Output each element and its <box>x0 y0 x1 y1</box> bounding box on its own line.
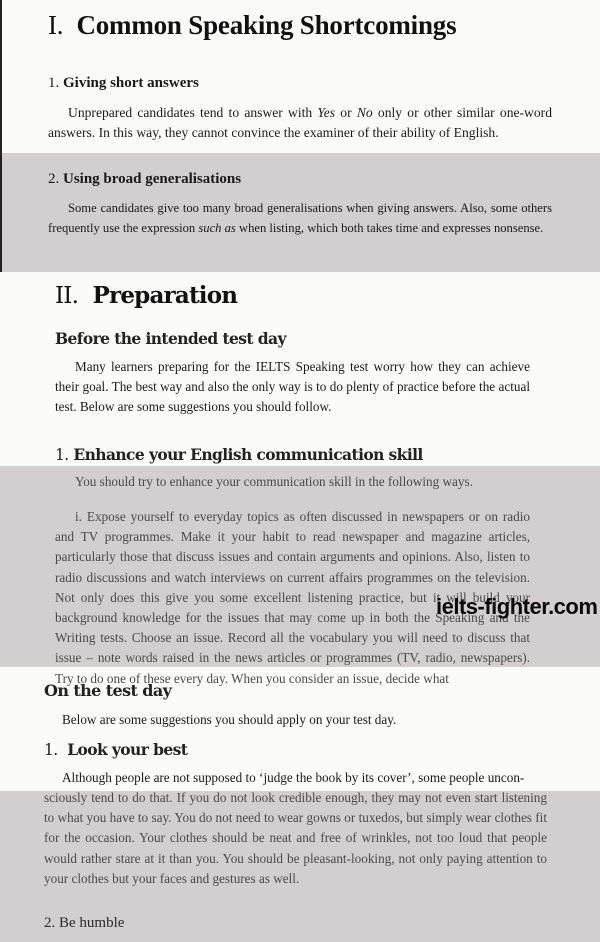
test-day-intro: Below are some suggestions you should apply on your test day. <box>62 712 397 727</box>
enhance-skill-point-i: i. Expose yourself to everyday topics as often discussed in newspapers or on radio and TV programmes. Make it your habit to read newspaper and magazine articles, particularly those that discuss issues and contain arguments and opinions. Also, listen to radio discussions and watch interviews on current affairs programmes on the television. Not only does this give you some excellent listening practice, but it will build your background knowledge for the issues that may come up in both the Speaking and the Writing tests. Choose an issue. Record all the vocabulary you will need to discuss that issue – note words raised in the news articles or programmes (TV, radio, newspapers). Try to do one of these every day. When you consider an issue, decide what <box>55 509 530 686</box>
section1-item1-body: Unprepared candidates tend to answer with Yes or No only or other similar one-word answers. In this way, they cannot convince the examiner of their ability of English. <box>48 105 552 140</box>
before-test-day-heading: Before the intended test day <box>55 329 286 348</box>
enhance-skill-heading: 1. Enhance your English communication skill <box>55 445 423 464</box>
section2-title: II. Preparation <box>55 282 238 309</box>
section1-title: I. Common Speaking Shortcomings <box>48 10 457 40</box>
look-best-heading: 1. Look your best <box>44 740 188 759</box>
section1-item2-body: Some candidates give too many broad generalisations when giving answers. Also, some others frequently use the expression such as when listing, which both takes time and expresses nonsense. <box>48 201 552 235</box>
look-best-body-first-line: Although people are not supposed to ‘judge the book by its cover’, some people uncon- <box>62 770 525 785</box>
section1-item1-heading: 1. Giving short answers <box>48 75 199 91</box>
enhance-skill-lead: You should try to enhance your communication skill in the following ways. <box>75 474 473 489</box>
look-best-body: sciously tend to do that. If you do not look credible enough, they may not even start listening to what you have to say. You do not need to wear gowns or tuxedos, but simply wear clothes fit for the occasion. Your clothes should be neat and free of wrinkles, not too loud that people would rather stare at it than you. You should be pleasant-looking, not only paying attention to your clothes but your faces and gestures as well. <box>44 790 547 886</box>
left-border-rule <box>0 0 2 272</box>
before-test-day-intro: Many learners preparing for the IELTS Speaking test worry how they can achieve their goal. The best way and also the only way is to do plenty of practice before the actual test. Below are some suggestions you should follow. <box>55 359 530 414</box>
be-humble-heading: 2. Be humble <box>44 915 125 931</box>
test-day-heading: On the test day <box>44 681 172 700</box>
watermark: ielts-fighter.com <box>436 594 598 619</box>
section1-item2-heading: 2. Using broad generalisations <box>48 171 242 187</box>
